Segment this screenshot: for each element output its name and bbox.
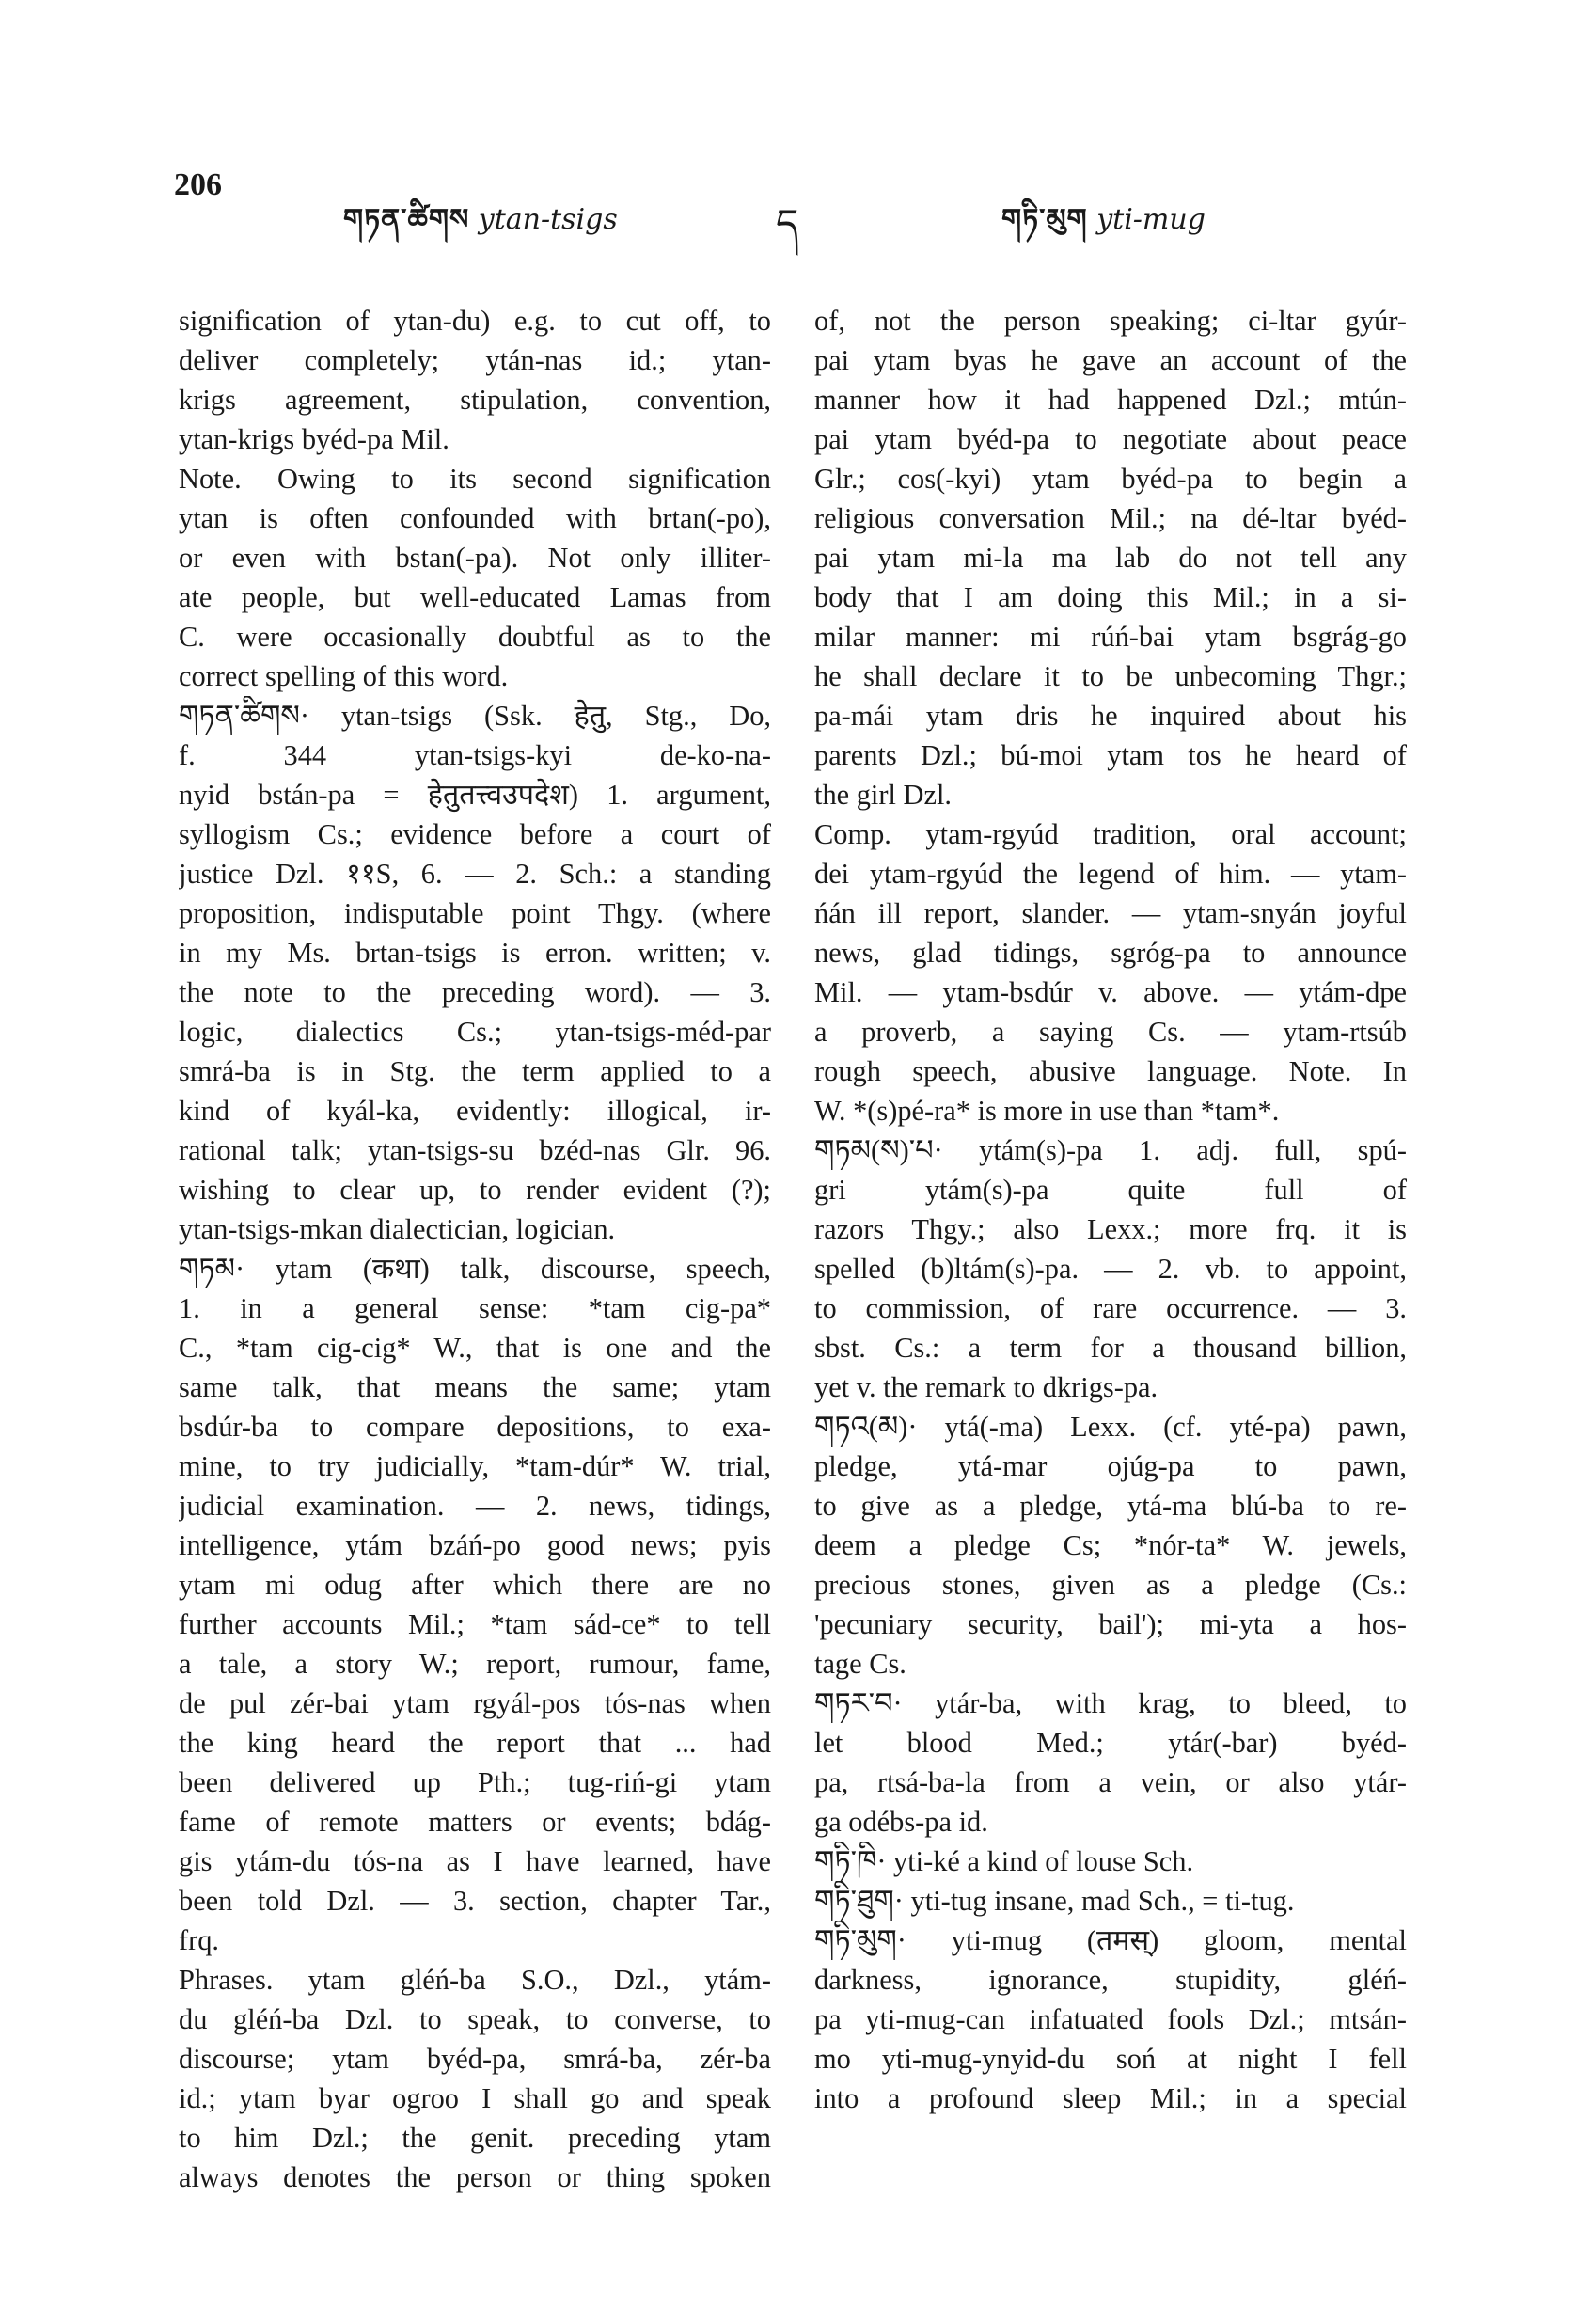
text-line: parents Dzl.; bú-moi ytam tos he heard of — [814, 739, 1407, 771]
text-line: proposition, indisputable point Thgy. (where — [179, 897, 771, 929]
text-line: C., *tam cig-cig* W., that is one and the — [179, 1332, 771, 1364]
text-line: frq. — [179, 1924, 220, 1956]
text-line: the note to the preceding word). — 3. — [179, 976, 771, 1008]
text-line: gri ytám(s)-pa quite full of — [814, 1174, 1407, 1206]
text-line: let blood Med.; ytár(-bar) byéd- — [814, 1727, 1407, 1759]
text-line: dei ytam-rgyúd the legend of him. — ytam- — [814, 858, 1407, 890]
text-line: གཏའ(མ)· ytá(-ma) Lexx. (cf. yté-pa) pawn, — [814, 1411, 1407, 1443]
text-line: C. were occasionally doubtful as to the — [179, 621, 771, 653]
text-line: གཏམ· ytam (कथा) talk, discourse, speech, — [179, 1253, 771, 1285]
text-line: གཏི་ཁི· yti-ké a kind of louse Sch. — [814, 1845, 1194, 1877]
text-line: religious conversation Mil.; na dé-ltar byéd- — [814, 502, 1407, 534]
text-line: syllogism Cs.; evidence before a court of — [179, 818, 771, 850]
left-column — [179, 301, 771, 2197]
text-line: tage Cs. — [814, 1648, 906, 1680]
text-line: sbst. Cs.: a term for a thousand billion, — [814, 1332, 1407, 1364]
text-line: pai ytam byas he gave an account of the — [814, 344, 1407, 376]
right-column — [814, 301, 1407, 2118]
text-line: intelligence, ytám bzáń-po good news; pyis — [179, 1529, 771, 1561]
right-headword-translit: yti-mug — [1096, 203, 1206, 236]
text-line: the girl Dzl. — [814, 779, 953, 811]
text-line: further accounts Mil.; *tam sád-ce* to tell — [179, 1608, 771, 1640]
text-line: been delivered up Pth.; tug-riń-gi ytam — [179, 1766, 771, 1798]
text-line: been told Dzl. — 3. section, chapter Tar., — [179, 1885, 771, 1917]
text-line: a tale, a story W.; report, rumour, fame, — [179, 1648, 771, 1680]
text-line: he shall declare it to be unbecoming Thgr.; — [814, 660, 1407, 692]
text-line: ate people, but well-educated Lamas from — [179, 581, 771, 613]
text-line: id.; ytam byar ogroo I shall go and speak — [179, 2082, 771, 2114]
text-line: nyid bstán-pa = हेतुतत्त्वउपदेश) 1. argument, — [179, 779, 771, 811]
left-headword-translit: ytan-tsigs — [478, 203, 618, 236]
text-line: deliver completely; ytán-nas id.; ytan- — [179, 344, 771, 376]
text-line: rational talk; ytan-tsigs-su bzéd-nas Glr. 96. — [179, 1134, 771, 1166]
text-line: Note. Owing to its second signification — [179, 463, 771, 495]
text-line: yet v. the remark to dkrigs-pa. — [814, 1371, 1158, 1403]
text-line: ytan-krigs byéd-pa Mil. — [179, 423, 449, 455]
text-line: to give as a pledge, ytá-ma blú-ba to re- — [814, 1490, 1407, 1522]
text-line: 'pecuniary security, bail'); mi-yta a hos- — [814, 1608, 1407, 1640]
text-line: same talk, that means the same; ytam — [179, 1371, 771, 1403]
text-line: pa yti-mug-can infatuated fools Dzl.; mtsán- — [814, 2003, 1407, 2035]
text-line: gis ytám-du tós-na as I have learned, have — [179, 1845, 771, 1877]
text-line: mine, to try judicially, *tam-dúr* W. trial, — [179, 1450, 771, 1482]
text-line: the king heard the report that ... had — [179, 1727, 771, 1759]
text-line: deem a pledge Cs; *nór-ta* W. jewels, — [814, 1529, 1407, 1561]
left-headword-tibetan: གཏན་ཚིགས — [343, 203, 470, 236]
text-line: pa-mái ytam dris he inquired about his — [814, 700, 1407, 732]
text-line: ytam mi odug after which there are no — [179, 1569, 771, 1601]
text-line: གཏམ(ས)་པ· ytám(s)-pa 1. adj. full, spú- — [814, 1134, 1407, 1166]
left-headword — [343, 188, 618, 267]
page-number: 206 — [174, 167, 222, 202]
text-line: into a profound sleep Mil.; in a special — [814, 2082, 1407, 2114]
text-line: ga odébs-pa id. — [814, 1806, 988, 1838]
text-line: Comp. ytam-rgyúd tradition, oral account; — [814, 818, 1407, 850]
text-line: pai ytam byéd-pa to negotiate about peace — [814, 423, 1407, 455]
text-line: bsdúr-ba to compare depositions, to exa- — [179, 1411, 771, 1443]
text-line: spelled (b)ltám(s)-pa. — 2. vb. to appoint, — [814, 1253, 1407, 1285]
text-line: pai ytam mi-la ma lab do not tell any — [814, 542, 1407, 574]
text-line: body that I am doing this Mil.; in a si- — [814, 581, 1407, 613]
text-line: justice Dzl. ११S, 6. — 2. Sch.: a standing — [179, 858, 771, 890]
text-line: 1. in a general sense: *tam cig-pa* — [179, 1292, 771, 1324]
text-line: or even with bstan(-pa). Not only illiter- — [179, 542, 771, 574]
text-line: always denotes the person or thing spoken — [179, 2161, 771, 2193]
text-line: razors Thgy.; also Lexx.; more frq. it is — [814, 1213, 1407, 1245]
text-line: de pul zér-bai ytam rgyál-pos tós-nas when — [179, 1687, 771, 1719]
section-letter: ད — [776, 200, 799, 246]
text-line: ńán ill report, slander. — ytam-snyán joyful — [814, 897, 1407, 929]
text-line: Phrases. ytam gléń-ba S.O., Dzl., ytám- — [179, 1964, 771, 1996]
text-line: news, glad tidings, sgróg-pa to announce — [814, 937, 1407, 969]
right-headword-tibetan: གཏི་མུག — [1001, 203, 1088, 236]
text-line: precious stones, given as a pledge (Cs.: — [814, 1569, 1407, 1601]
text-line: to commission, of rare occurrence. — 3. — [814, 1292, 1407, 1324]
text-line: mo yti-mug-ynyid-du soń at night I fell — [814, 2043, 1407, 2075]
text-line: pledge, ytá-mar ojúg-pa to pawn, — [814, 1450, 1407, 1482]
text-line: smrá-ba is in Stg. the term applied to a — [179, 1055, 771, 1087]
text-line: darkness, ignorance, stupidity, gléń- — [814, 1964, 1407, 1996]
text-line: wishing to clear up, to render evident (?); — [179, 1174, 771, 1206]
text-line: གཏར་བ· ytár-ba, with krag, to bleed, to — [814, 1687, 1407, 1719]
text-line: ytan-tsigs-mkan dialectician, logician. — [179, 1213, 616, 1245]
text-line: གཏན་ཚིགས· ytan-tsigs (Ssk. हेतु, Stg., Do, — [179, 700, 771, 732]
text-line: du gléń-ba Dzl. to speak, to converse, to — [179, 2003, 771, 2035]
text-line: to him Dzl.; the genit. preceding ytam — [179, 2122, 771, 2154]
text-line: manner how it had happened Dzl.; mtún- — [814, 384, 1407, 416]
text-line: logic, dialectics Cs.; ytan-tsigs-méd-par — [179, 1016, 771, 1048]
text-line: correct spelling of this word. — [179, 660, 509, 692]
text-line: a proverb, a saying Cs. — ytam-rtsúb — [814, 1016, 1407, 1048]
text-line: f. 344 ytan-tsigs-kyi de-ko-na- — [179, 739, 771, 771]
text-line: fame of remote matters or events; bdág- — [179, 1806, 771, 1838]
text-line: W. *(s)pé-ra* is more in use than *tam*. — [814, 1095, 1280, 1127]
text-line: pa, rtsá-ba-la from a vein, or also ytár- — [814, 1766, 1407, 1798]
text-line: signification of ytan-du) e.g. to cut off, to — [179, 305, 771, 337]
text-line: ytan is often confounded with brtan(-po), — [179, 502, 771, 534]
text-line: discourse; ytam byéd-pa, smrá-ba, zér-ba — [179, 2043, 771, 2075]
text-line: གཏི་མུག· yti-mug (तमस्) gloom, mental — [814, 1924, 1407, 1956]
text-line: of, not the person speaking; ci-ltar gyúr- — [814, 305, 1407, 337]
text-line: Mil. — ytam-bsdúr v. above. — ytám-dpe — [814, 976, 1407, 1008]
text-line: Glr.; cos(-kyi) ytam byéd-pa to begin a — [814, 463, 1407, 495]
text-line: kind of kyál-ka, evidently: illogical, ir- — [179, 1095, 771, 1127]
text-line: rough speech, abusive language. Note. In — [814, 1055, 1407, 1087]
running-header — [174, 167, 1435, 252]
text-line: milar manner: mi rúń-bai ytam bsgrág-go — [814, 621, 1407, 653]
text-line: krigs agreement, stipulation, convention, — [179, 384, 771, 416]
text-line: judicial examination. — 2. news, tidings, — [179, 1490, 771, 1522]
text-line: in my Ms. brtan-tsigs is erron. written; v. — [179, 937, 771, 969]
right-headword — [1001, 188, 1206, 267]
text-line: གཏི་ཐུག· yti-tug insane, mad Sch., = ti-tug. — [814, 1885, 1295, 1917]
